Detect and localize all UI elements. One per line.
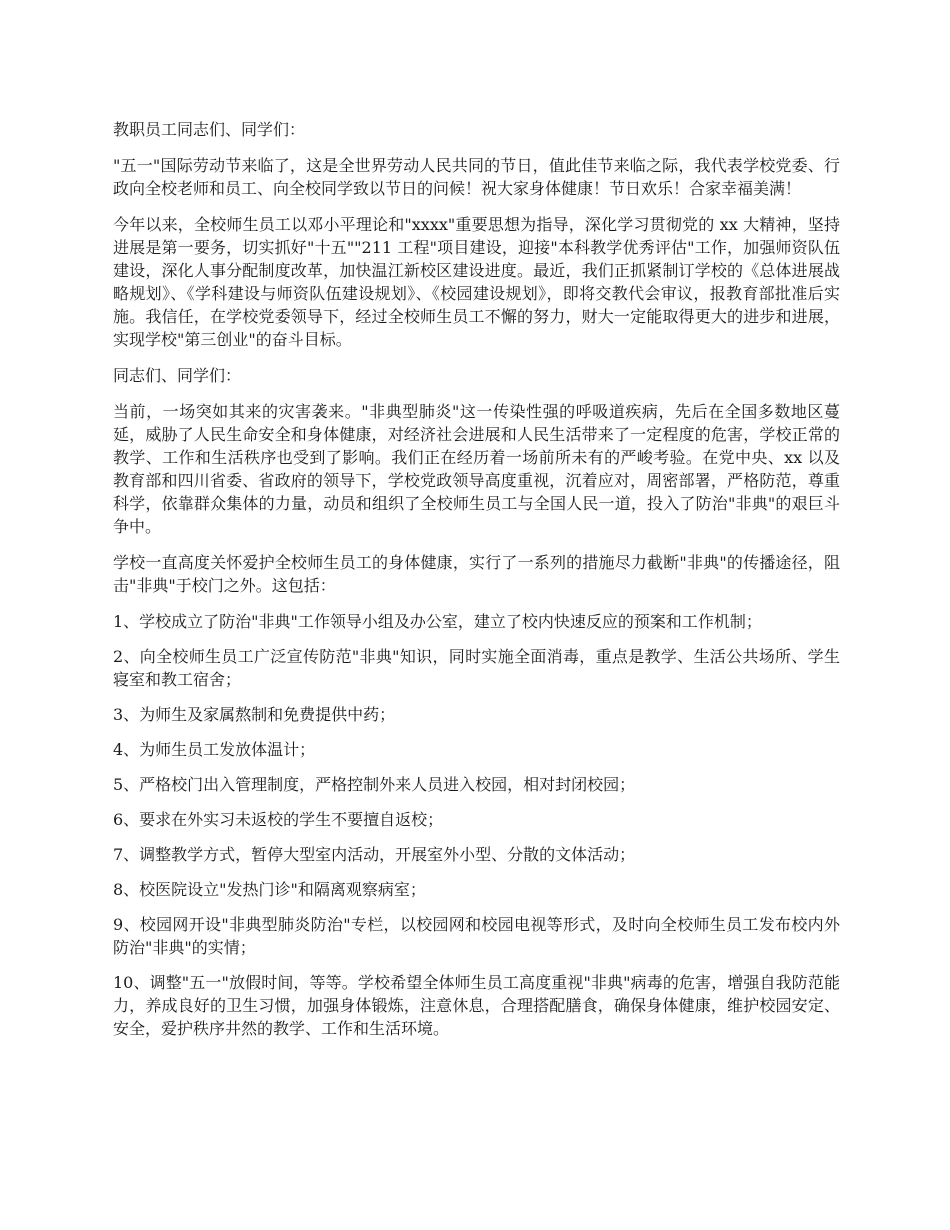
list-item-9: 9、校园网开设"非典型肺炎防治"专栏，以校园网和校园电视等形式，及时向全校师生员工发布校内外防治"非典"的实情； bbox=[113, 915, 840, 957]
list-item-6: 6、要求在外实习未返校的学生不要擅自返校； bbox=[113, 810, 444, 829]
list-item-8: 8、校医院设立"发热门诊"和隔离观察病室； bbox=[113, 880, 426, 899]
paragraph-measures-intro: 学校一直高度关怀爱护全校师生员工的身体健康，实行了一系列的措施尽力截断"非典"的传播途径，阻击"非典"于校门之外。这包括： bbox=[113, 553, 840, 595]
greeting-staff-students: 教职员工同志们、同学们： bbox=[113, 120, 306, 139]
list-item-2: 2、向全校师生员工广泛宣传防范"非典"知识，同时实施全面消毒，重点是教学、生活公共场所、学生寝室和教工宿舍； bbox=[113, 647, 840, 689]
list-item-3: 3、为师生及家属熬制和免费提供中药； bbox=[113, 705, 396, 724]
paragraph-school-progress: 今年以来，全校师生员工以邓小平理论和"xxxx"重要思想为指导，深化学习贯彻党的 xx 大精神，坚持进展是第一要务，切实抓好"十五""211 工程"项目建设，迎接"本科教学优秀评估"工作，加强师资队伍建设，深化人事分配制度改革，加快温江新校区建设进度。最近，我们正抓紧制订学校的《总体进展战略规划》、《学科建设与师资队伍建设规划》、《校园建设规划》，即将交教代会审议，报教育部批准后实施。我信任，在学校党委领导下，经过全校师生员工不懈的努力，财大一定能取得更大的进步和进展，实现学校"第三创业"的奋斗目标。 bbox=[113, 215, 840, 349]
list-item-5: 5、严格校门出入管理制度，严格控制外来人员进入校园，相对封闭校园； bbox=[113, 775, 636, 794]
greeting-comrades: 同志们、同学们： bbox=[113, 366, 242, 385]
paragraph-sars-situation: 当前，一场突如其来的灾害袭来。"非典型肺炎"这一传染性强的呼吸道疾病，先后在全国多数地区蔓延，威胁了人民生命安全和身体健康，对经济社会进展和人民生活带来了一定程度的危害，学校正常的教学、工作和生活秩序也受到了影响。我们正在经历着一场前所未有的严峻考验。在党中央、xx 以及教育部和四川省委、省政府的领导下，学校党政领导高度重视，沉着应对，周密部署，严格防范，尊重科学，依靠群众集体的力量，动员和组织了全校师生员工与全国人民一道，投入了防治"非典"的艰巨斗争中。 bbox=[113, 402, 840, 536]
paragraph-labor-day: "五一"国际劳动节来临了，这是全世界劳动人民共同的节日，值此佳节来临之际，我代表学校党委、行政向全校老师和员工、向全校同学致以节日的问候！祝大家身体健康！节日欢乐！合家幸福美满！ bbox=[113, 156, 840, 198]
list-item-7: 7、调整教学方式，暂停大型室内活动，开展室外小型、分散的文体活动； bbox=[113, 845, 636, 864]
document-body bbox=[113, 118, 840, 1052]
list-item-1: 1、学校成立了防治"非典"工作领导小组及办公室，建立了校内快速反应的预案和工作机制； bbox=[113, 612, 762, 631]
list-item-10: 10、调整"五一"放假时间，等等。学校希望全体师生员工高度重视"非典"病毒的危害，增强自我防范能力，养成良好的卫生习惯，加强身体锻炼，注意休息，合理搭配膳食，确保身体健康，维护校园安定、安全，爱护秩序井然的教学、工作和生活环境。 bbox=[113, 973, 840, 1038]
list-item-4: 4、为师生员工发放体温计； bbox=[113, 740, 316, 759]
